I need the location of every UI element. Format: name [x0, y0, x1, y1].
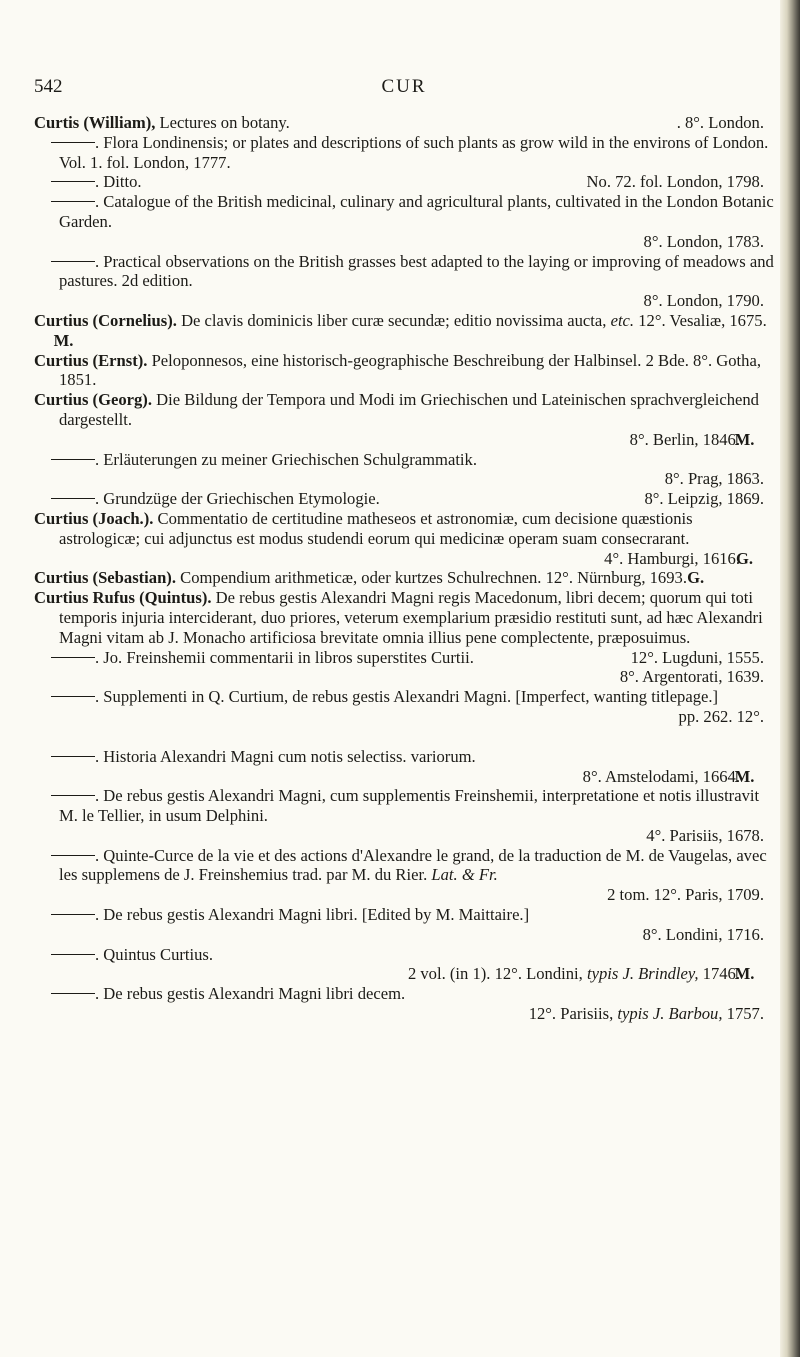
entry-title: Compendium arithmeticæ, oder kurtzes Schulrechnen. 12°. Nürnburg, 1693. — [180, 568, 687, 588]
catalogue-entry — [34, 984, 774, 1024]
ditto-dash — [51, 795, 95, 796]
ditto-dash — [51, 954, 95, 955]
catalogue-entry — [34, 846, 774, 905]
entry-title: . Supplementi in Q. Curtium, de rebus gestis Alexandri Magni. [Imperfect, wanting titlepage.] — [95, 687, 719, 707]
ditto-dash — [51, 459, 95, 460]
entry-imprint-line — [59, 549, 774, 569]
entry-title: . Quinte-Curce de la vie et des actions d'Alexandre le grand, de la traduction de M. de Vaugelas, avec les supplemens de J. Freinshemius trad. par M. du Rier. — [59, 845, 767, 885]
catalogue-column — [34, 113, 774, 1024]
page-header — [34, 76, 774, 102]
holding-mark: M. — [734, 429, 755, 449]
holding-mark: M. — [734, 964, 755, 984]
entry-title: Peloponnesos, eine historisch-geographische Beschreibung der Halbinsel. 2 Bde. 8°. Gotha, 1851. — [59, 350, 761, 390]
entry-author: Curtius (Georg). — [34, 390, 152, 410]
catalogue-entry — [34, 687, 774, 727]
catalogue-entry — [34, 390, 774, 449]
entry-title: . Practical observations on the British grasses best adapted to the laying or improving of meadows and pastures. 2d edition. — [59, 251, 774, 291]
entry-imprint-line — [59, 964, 774, 984]
catalogue-entry — [34, 351, 774, 391]
ditto-dash — [51, 696, 95, 697]
entry-title: Lectures on botany. — [159, 113, 290, 132]
entry-title: . Erläuterungen zu meiner Griechischen Schulgrammatik. — [95, 449, 477, 469]
running-head: CUR — [381, 76, 427, 97]
catalogue-entry — [34, 450, 774, 490]
catalogue-entry — [34, 568, 774, 588]
entry-title: . De rebus gestis Alexandri Magni libri decem. — [95, 984, 406, 1004]
ditto-dash — [51, 756, 95, 757]
entry-imprint: 2 vol. (in 1). 12°. Londini, — [407, 964, 583, 984]
entry-imprint-line — [59, 1004, 774, 1024]
page-edge-shadow — [780, 0, 800, 1357]
entry-title: . Historia Alexandri Magni cum notis selectiss. variorum. — [95, 746, 476, 766]
entry-imprint: 8°. London, 1783. — [643, 231, 764, 251]
entry-title: . Jo. Freinshemii commentarii in libros superstites Curtii. — [95, 647, 474, 667]
entry-year: 1746. — [702, 964, 740, 984]
entry-title: . Quintus Curtius. — [95, 944, 214, 964]
entry-title: . Ditto. — [95, 172, 142, 192]
page-number: 542 — [34, 76, 63, 97]
entry-title: De rebus gestis Alexandri Magni regis Macedonum, libri decem; quorum qui toti temporis injuria interciderant, duo priores, veterum exemplarium præsidio restituti sunt, ad hæc Alexandri Magni vitam ab J. Monacho artificiosa brevitate omnia illius pene complectente, præposuimus. — [59, 588, 763, 647]
catalogue-entry — [34, 747, 774, 787]
entry-imprint: 2 tom. 12°. Paris, 1709. — [607, 885, 764, 905]
entry-imprint: pp. 262. 12°. — [678, 706, 764, 726]
entry-title: . De rebus gestis Alexandri Magni, cum supplementis Freinshemii, interpretatione et notis illustravit M. le Tellier, in usum Delphini. — [59, 786, 760, 826]
entry-imprint: 12°. Parisiis, — [528, 1004, 614, 1024]
ditto-dash — [51, 201, 95, 202]
holding-mark: M. — [53, 330, 74, 350]
holding-mark: G. — [687, 568, 705, 588]
entry-imprint: 4°. Hamburgi, 1616. — [604, 548, 740, 568]
holding-mark: G. — [735, 548, 754, 568]
ditto-dash — [51, 498, 95, 499]
entry-imprint-line — [59, 767, 774, 787]
entry-imprint: 8°. Leipzig, 1869. — [644, 489, 764, 509]
entry-title: Die Bildung der Tempora und Modi im Griechischen und Lateinischen sprachvergleichend dargestellt. — [59, 390, 759, 429]
entry-year: 1757. — [726, 1004, 764, 1024]
entry-imprint: 12°. Vesaliæ, 1675. — [638, 310, 767, 330]
entry-imprint: 4°. Parisiis, 1678. — [646, 825, 764, 845]
entry-imprint: 8°. London, 1790. — [643, 291, 764, 311]
catalogue-entry — [34, 113, 774, 133]
entry-title: De clavis dominicis liber curæ secundæ; editio novissima aucta, — [181, 310, 607, 330]
ditto-dash — [51, 914, 95, 915]
entry-imprint: 8°. Londini, 1716. — [642, 924, 764, 944]
entry-imprint: 8°. Argentorati, 1639. — [619, 667, 764, 687]
ditto-dash — [51, 657, 95, 658]
entry-title-italic: etc. — [610, 310, 635, 330]
entry-imprint: 8°. Berlin, 1846. — [629, 429, 740, 449]
ditto-dash — [51, 142, 95, 143]
catalogue-entry — [34, 192, 774, 251]
entry-title: . Grundzüge der Griechischen Etymologie. — [95, 489, 380, 509]
entry-author: Curtius (Joach.). — [34, 508, 154, 528]
entry-title: . De rebus gestis Alexandri Magni libri. [Edited by M. Maittaire.] — [95, 905, 530, 925]
catalogue-entry — [34, 786, 774, 845]
entry-language: Lat. & Fr. — [431, 865, 498, 885]
entry-imprint: No. 72. fol. London, 1798. — [586, 172, 764, 192]
catalogue-entry — [34, 509, 774, 568]
ditto-dash — [51, 261, 95, 262]
spacer — [34, 727, 774, 747]
entry-printer: typis J. Brindley, — [586, 964, 699, 984]
ditto-dash — [51, 993, 95, 994]
entry-imprint: 12°. Lugduni, 1555. — [630, 647, 764, 667]
catalogue-entry — [34, 311, 774, 351]
catalogue-entry — [34, 489, 774, 509]
holding-mark: M. — [734, 766, 755, 786]
entry-author: Curtius (Sebastian). — [34, 568, 176, 588]
entry-printer: typis J. Barbou, — [617, 1004, 723, 1024]
entry-author: Curtius (Cornelius). — [34, 310, 177, 330]
ditto-dash — [51, 181, 95, 182]
entry-title: . Catalogue of the British medicinal, culinary and agricultural plants, cultivated in the London Botanic Garden. — [59, 192, 774, 231]
catalogue-entry — [34, 252, 774, 311]
entry-imprint-line — [59, 430, 774, 450]
entry-author: Curtius (Ernst). — [34, 350, 148, 370]
entry-author: Curtius Rufus (Quintus). — [34, 588, 212, 608]
catalogue-entry — [34, 172, 774, 192]
catalogue-entry — [34, 648, 774, 688]
catalogue-entry — [34, 905, 774, 945]
catalogue-entry — [34, 945, 774, 985]
entry-imprint: . 8°. London. — [676, 113, 764, 132]
ditto-dash — [51, 855, 95, 856]
entry-imprint: 8°. Prag, 1863. — [664, 469, 764, 489]
entry-title: . Flora Londinensis; or plates and descriptions of such plants as grow wild in the environs of London. Vol. 1. fol. London, 1777. — [59, 132, 769, 172]
entry-author: Curtis (William), — [34, 113, 156, 132]
entry-title: Commentatio de certitudine matheseos et astronomiæ, cum decisione quæstionis astrologicæ; cui adjunctus est modus studendi eorum qui medicinæ operam suam consecrarant. — [59, 508, 693, 548]
entry-imprint: 8°. Amstelodami, 1664. — [582, 766, 740, 786]
catalogue-entry — [34, 133, 774, 173]
